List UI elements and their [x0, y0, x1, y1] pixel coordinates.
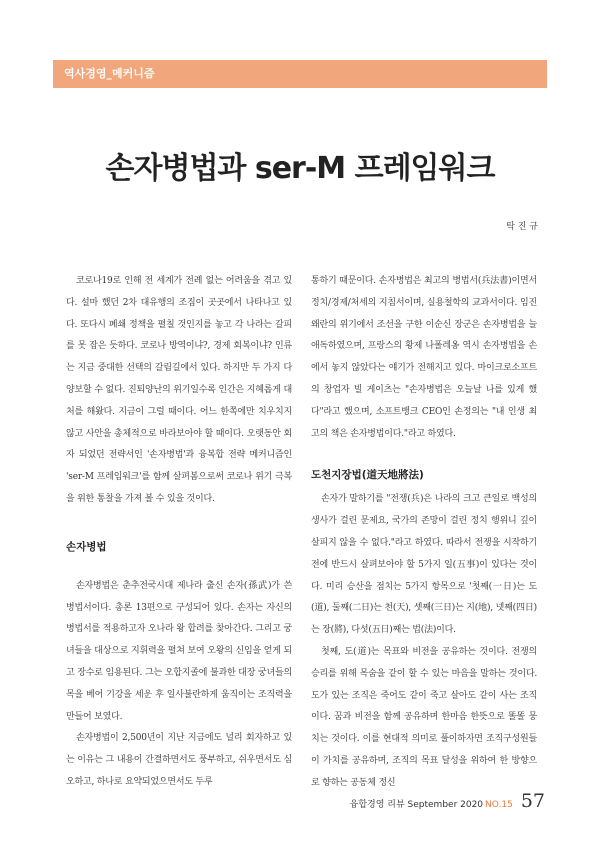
body-paragraph: 첫째, 도(道)는 목표와 비전을 공유하는 것이다. 전쟁의 승리를 위해 목숨을 같이 할 수 있는 마음을 말하는 것이다. 도가 있는 조직은 죽어도 같이 죽고 살아도 같이 사는 조직이다. 꿈과 비전을 함께 공유하며 한마음 한뜻으로 똘똘 뭉치는 것이다. 이를 현대적 의미로 풀이하자면 조직구성원들이 가치를 공유하며, 조직의 목표 달성을 위하여 한 방향으로 향하는 공동체 정신: [311, 646, 537, 788]
issue-number: NO.15: [485, 800, 513, 810]
body-paragraph: 손자병법은 춘추전국시대 제나라 출신 손자(孫武)가 쓴 병법서이다. 총론 13편으로 구성되어 있다. 손자는 자신의 병법서를 적용하고자 오나라 왕 합려를 찾아간다. 그리고 궁녀들을 대상으로 지휘력을 펼쳐 보여 오왕의 신임을 얻게 되고 장수로 임용된다. 그는 오합지졸에 불과한 대장 궁녀들의 목을 베어 기강을 세운 후 일사불란하게 움직이는 조직력을 만들어 보였다.: [66, 580, 292, 722]
journal-name: 융합경영 리뷰 September 2020: [349, 800, 484, 810]
body-paragraph: 손자병법이 2,500년이 지난 지금에도 널리 회자하고 있는 이유는 그 내용이 간결하면서도 풍부하고, 쉬우면서도 심오하고, 하나로 요약되었으면서도 두루: [66, 733, 292, 787]
right-column: [311, 271, 537, 795]
left-column: [66, 271, 292, 794]
body-paragraph-continued: 통하기 때문이다. 손자병법은 최고의 병법서(兵法書)이면서 정치/경제/처세의 지침서이며, 실용철학의 교과서이다. 임진왜란의 위기에서 조선을 구한 이순신 장군은 손자병법을 늘 애독하였으며, 프랑스의 황제 나폴레옹 역시 손자병법을 손에서 놓지 않았다는 얘기가 전해지고 있다. 마이크로소프트의 창업자 빌 게이츠는 "손자병법은 오늘날 나를 있게 했다"라고 했으며, 소프트뱅크 CEO인 손정의는 "내 인생 최고의 책은 손자병법이다."라고 하였다.: [311, 276, 537, 439]
author-name: 탁 진 규: [506, 222, 538, 232]
page-number: 57: [520, 790, 545, 812]
body-paragraph: 손자가 말하기를 "전쟁(兵)은 나라의 크고 큰일로 백성의 생사가 걸린 문제요, 국가의 존망이 걸린 정치 행위니 깊이 살피지 않을 수 없다."라고 하였다. 따라서 전쟁을 시작하기 전에 반드시 살펴보아야 할 5가지 일(五事)이 있다는 것이다. 미리 승산을 점치는 5가지 항목으로 '첫째(一日)는 도(道), 둘째(二日)는 천(天), 셋째(三日)는 지(地), 넷째(四日)는 장(將), 다섯(五日)째는 법(法)이다.: [311, 494, 537, 636]
article-title: 손자병법과 ser-M 프레임워크: [105, 151, 495, 186]
section-heading-sunzi: 손자병법: [66, 540, 107, 553]
page-footer: [350, 790, 545, 812]
category-label: 역사경영_메커니즘: [64, 67, 155, 80]
section-heading-five-factors: 도천지장법(道天地將法): [311, 469, 424, 482]
category-bar: [53, 60, 547, 88]
intro-paragraph: 코로나19로 인해 전 세계가 전례 없는 어려움을 겪고 있다. 설마 했던 2차 대유행의 조짐이 곳곳에서 나타나고 있다. 또다시 폐쇄 정책을 펼칠 것인지를 놓고 각 나라는 갈피를 못 잡은 듯하다. 코로나 방역이냐?, 경제 회복이냐? 인류는 지금 중대한 선택의 갈림길에서 있다. 하지만 두 가지 다 양보할 수 없다. 진퇴양난의 위기일수록 인간은 지혜롭게 대처를 해왔다. 지금이 그럴 때이다. 어느 한쪽에만 치우치지 않고 사안을 총체적으로 바라보아야 할 때이다. 오랫동안 회자 되었던 전략서인 '손자병법'과 융복합 전략 메커니즘인 'ser-M 프레임워크'를 함께 살펴봄으로써 코로나 위기 극복을 위한 통찰을 가져 볼 수 있을 것이다.: [66, 276, 292, 504]
